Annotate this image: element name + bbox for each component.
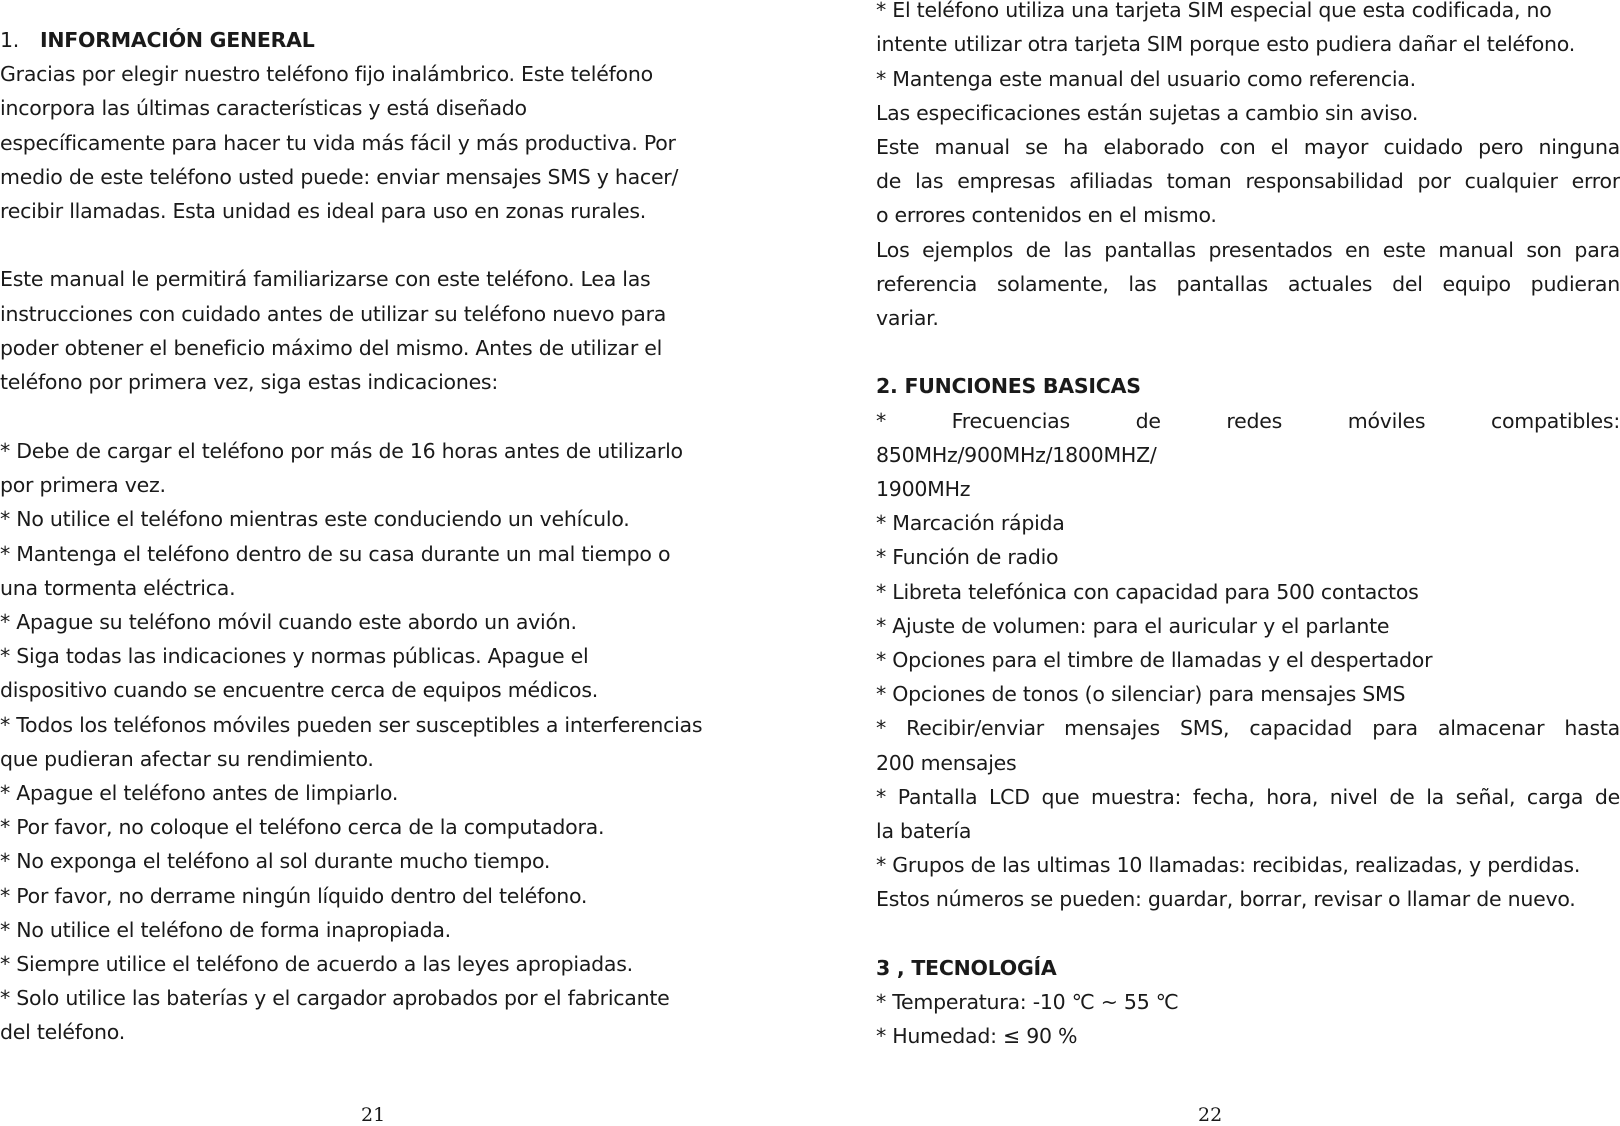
list-item: * Apague su teléfono móvil cuando este abordo un avión. <box>0 610 577 634</box>
paragraph-line: de las empresas afiliadas toman responsabilidad por cualquier error <box>876 169 1620 193</box>
paragraph-line: Las especificaciones están sujetas a cambio sin aviso. <box>876 101 1419 125</box>
paragraph-line: medio de este teléfono usted puede: enviar mensajes SMS y hacer/ <box>0 165 679 189</box>
paragraph-line: Los ejemplos de las pantallas presentados en este manual son para <box>876 238 1620 262</box>
paragraph-line: variar. <box>876 306 939 330</box>
list-item: * Temperatura: -10 ℃ ~ 55 ℃ <box>876 990 1179 1014</box>
paragraph-line: instrucciones con cuidado antes de utilizar su teléfono nuevo para <box>0 302 667 326</box>
list-item: * Grupos de las ultimas 10 llamadas: recibidas, realizadas, y perdidas. <box>876 853 1581 877</box>
list-item: * Humedad: ≤ 90 % <box>876 1024 1078 1048</box>
list-item-continuation: por primera vez. <box>0 473 166 497</box>
list-item-continuation: una tormenta eléctrica. <box>0 576 236 600</box>
list-item: * Mantenga el teléfono dentro de su casa durante un mal tiempo o <box>0 542 671 566</box>
paragraph-line: teléfono por primera vez, siga estas indicaciones: <box>0 370 499 394</box>
list-item: * El teléfono utiliza una tarjeta SIM especial que esta codificada, no <box>876 0 1552 22</box>
list-item: * Frecuencias de redes móviles compatibles: <box>876 409 1620 433</box>
paragraph-line: o errores contenidos en el mismo. <box>876 203 1217 227</box>
section-number: 1. <box>0 28 20 52</box>
paragraph-line: incorpora las últimas características y está diseñado <box>0 96 527 120</box>
list-item-continuation: 850MHz/900MHz/1800MHZ/ <box>876 443 1157 467</box>
list-item: * No utilice el teléfono mientras este conduciendo un vehículo. <box>0 507 630 531</box>
left-page <box>0 0 770 1126</box>
list-item: * Ajuste de volumen: para el auricular y el parlante <box>876 614 1390 638</box>
list-item: * Por favor, no coloque el teléfono cerca de la computadora. <box>0 815 605 839</box>
list-item: * Solo utilice las baterías y el cargador aprobados por el fabricante <box>0 986 670 1010</box>
list-item-continuation: Estos números se pueden: guardar, borrar, revisar o llamar de nuevo. <box>876 887 1576 911</box>
list-item: * Función de radio <box>876 545 1059 569</box>
list-item: * Siempre utilice el teléfono de acuerdo a las leyes apropiadas. <box>0 952 633 976</box>
list-item-continuation: dispositivo cuando se encuentre cerca de equipos médicos. <box>0 678 599 702</box>
list-item-continuation: del teléfono. <box>0 1020 125 1044</box>
list-item: * Recibir/enviar mensajes SMS, capacidad para almacenar hasta <box>876 716 1620 740</box>
list-item-continuation: 1900MHz <box>876 477 971 501</box>
list-item: * Todos los teléfonos móviles pueden ser susceptibles a interferencias <box>0 713 703 737</box>
paragraph-line: Este manual se ha elaborado con el mayor cuidado pero ninguna <box>876 135 1620 159</box>
list-item: * Por favor, no derrame ningún líquido dentro del teléfono. <box>0 884 588 908</box>
page-number: 21 <box>361 1104 386 1126</box>
list-item: * Opciones para el timbre de llamadas y el despertador <box>876 648 1433 672</box>
page-number: 22 <box>1198 1104 1223 1126</box>
list-item: * Pantalla LCD que muestra: fecha, hora, nivel de la señal, carga de <box>876 785 1620 809</box>
list-item: * Opciones de tonos (o silenciar) para mensajes SMS <box>876 682 1406 706</box>
list-item-continuation: 200 mensajes <box>876 751 1017 775</box>
section-heading-funciones-basicas: 2. FUNCIONES BASICAS <box>876 374 1141 398</box>
paragraph-line: Este manual le permitirá familiarizarse con este teléfono. Lea las <box>0 267 651 291</box>
list-item: * Debe de cargar el teléfono por más de 16 horas antes de utilizarlo <box>0 439 683 463</box>
section-heading-tecnologia: 3 , TECNOLOGÍA <box>876 956 1057 980</box>
paragraph-line: específicamente para hacer tu vida más fácil y más productiva. Por <box>0 131 676 155</box>
section-heading-informacion-general <box>0 27 315 53</box>
list-item: * Mantenga este manual del usuario como referencia. <box>876 67 1416 91</box>
list-item-continuation: la batería <box>876 819 972 843</box>
paragraph-line: referencia solamente, las pantallas actuales del equipo pudieran <box>876 272 1620 296</box>
paragraph-line: recibir llamadas. Esta unidad es ideal para uso en zonas rurales. <box>0 199 647 223</box>
paragraph-line: Gracias por elegir nuestro teléfono fijo inalámbrico. Este teléfono <box>0 62 653 86</box>
list-item: * Siga todas las indicaciones y normas públicas. Apague el <box>0 644 589 668</box>
section-title: INFORMACIÓN GENERAL <box>40 28 315 52</box>
list-item: * No utilice el teléfono de forma inapropiada. <box>0 918 451 942</box>
list-item: * Apague el teléfono antes de limpiarlo. <box>0 781 399 805</box>
list-item: * Libreta telefónica con capacidad para 500 contactos <box>876 580 1419 604</box>
right-page <box>876 0 1620 1126</box>
paragraph-line: poder obtener el beneficio máximo del mismo. Antes de utilizar el <box>0 336 663 360</box>
list-item: * No exponga el teléfono al sol durante mucho tiempo. <box>0 849 551 873</box>
list-item: * Marcación rápida <box>876 511 1065 535</box>
list-item-continuation: que pudieran afectar su rendimiento. <box>0 747 374 771</box>
list-item-continuation: intente utilizar otra tarjeta SIM porque esto pudiera dañar el teléfono. <box>876 32 1575 56</box>
